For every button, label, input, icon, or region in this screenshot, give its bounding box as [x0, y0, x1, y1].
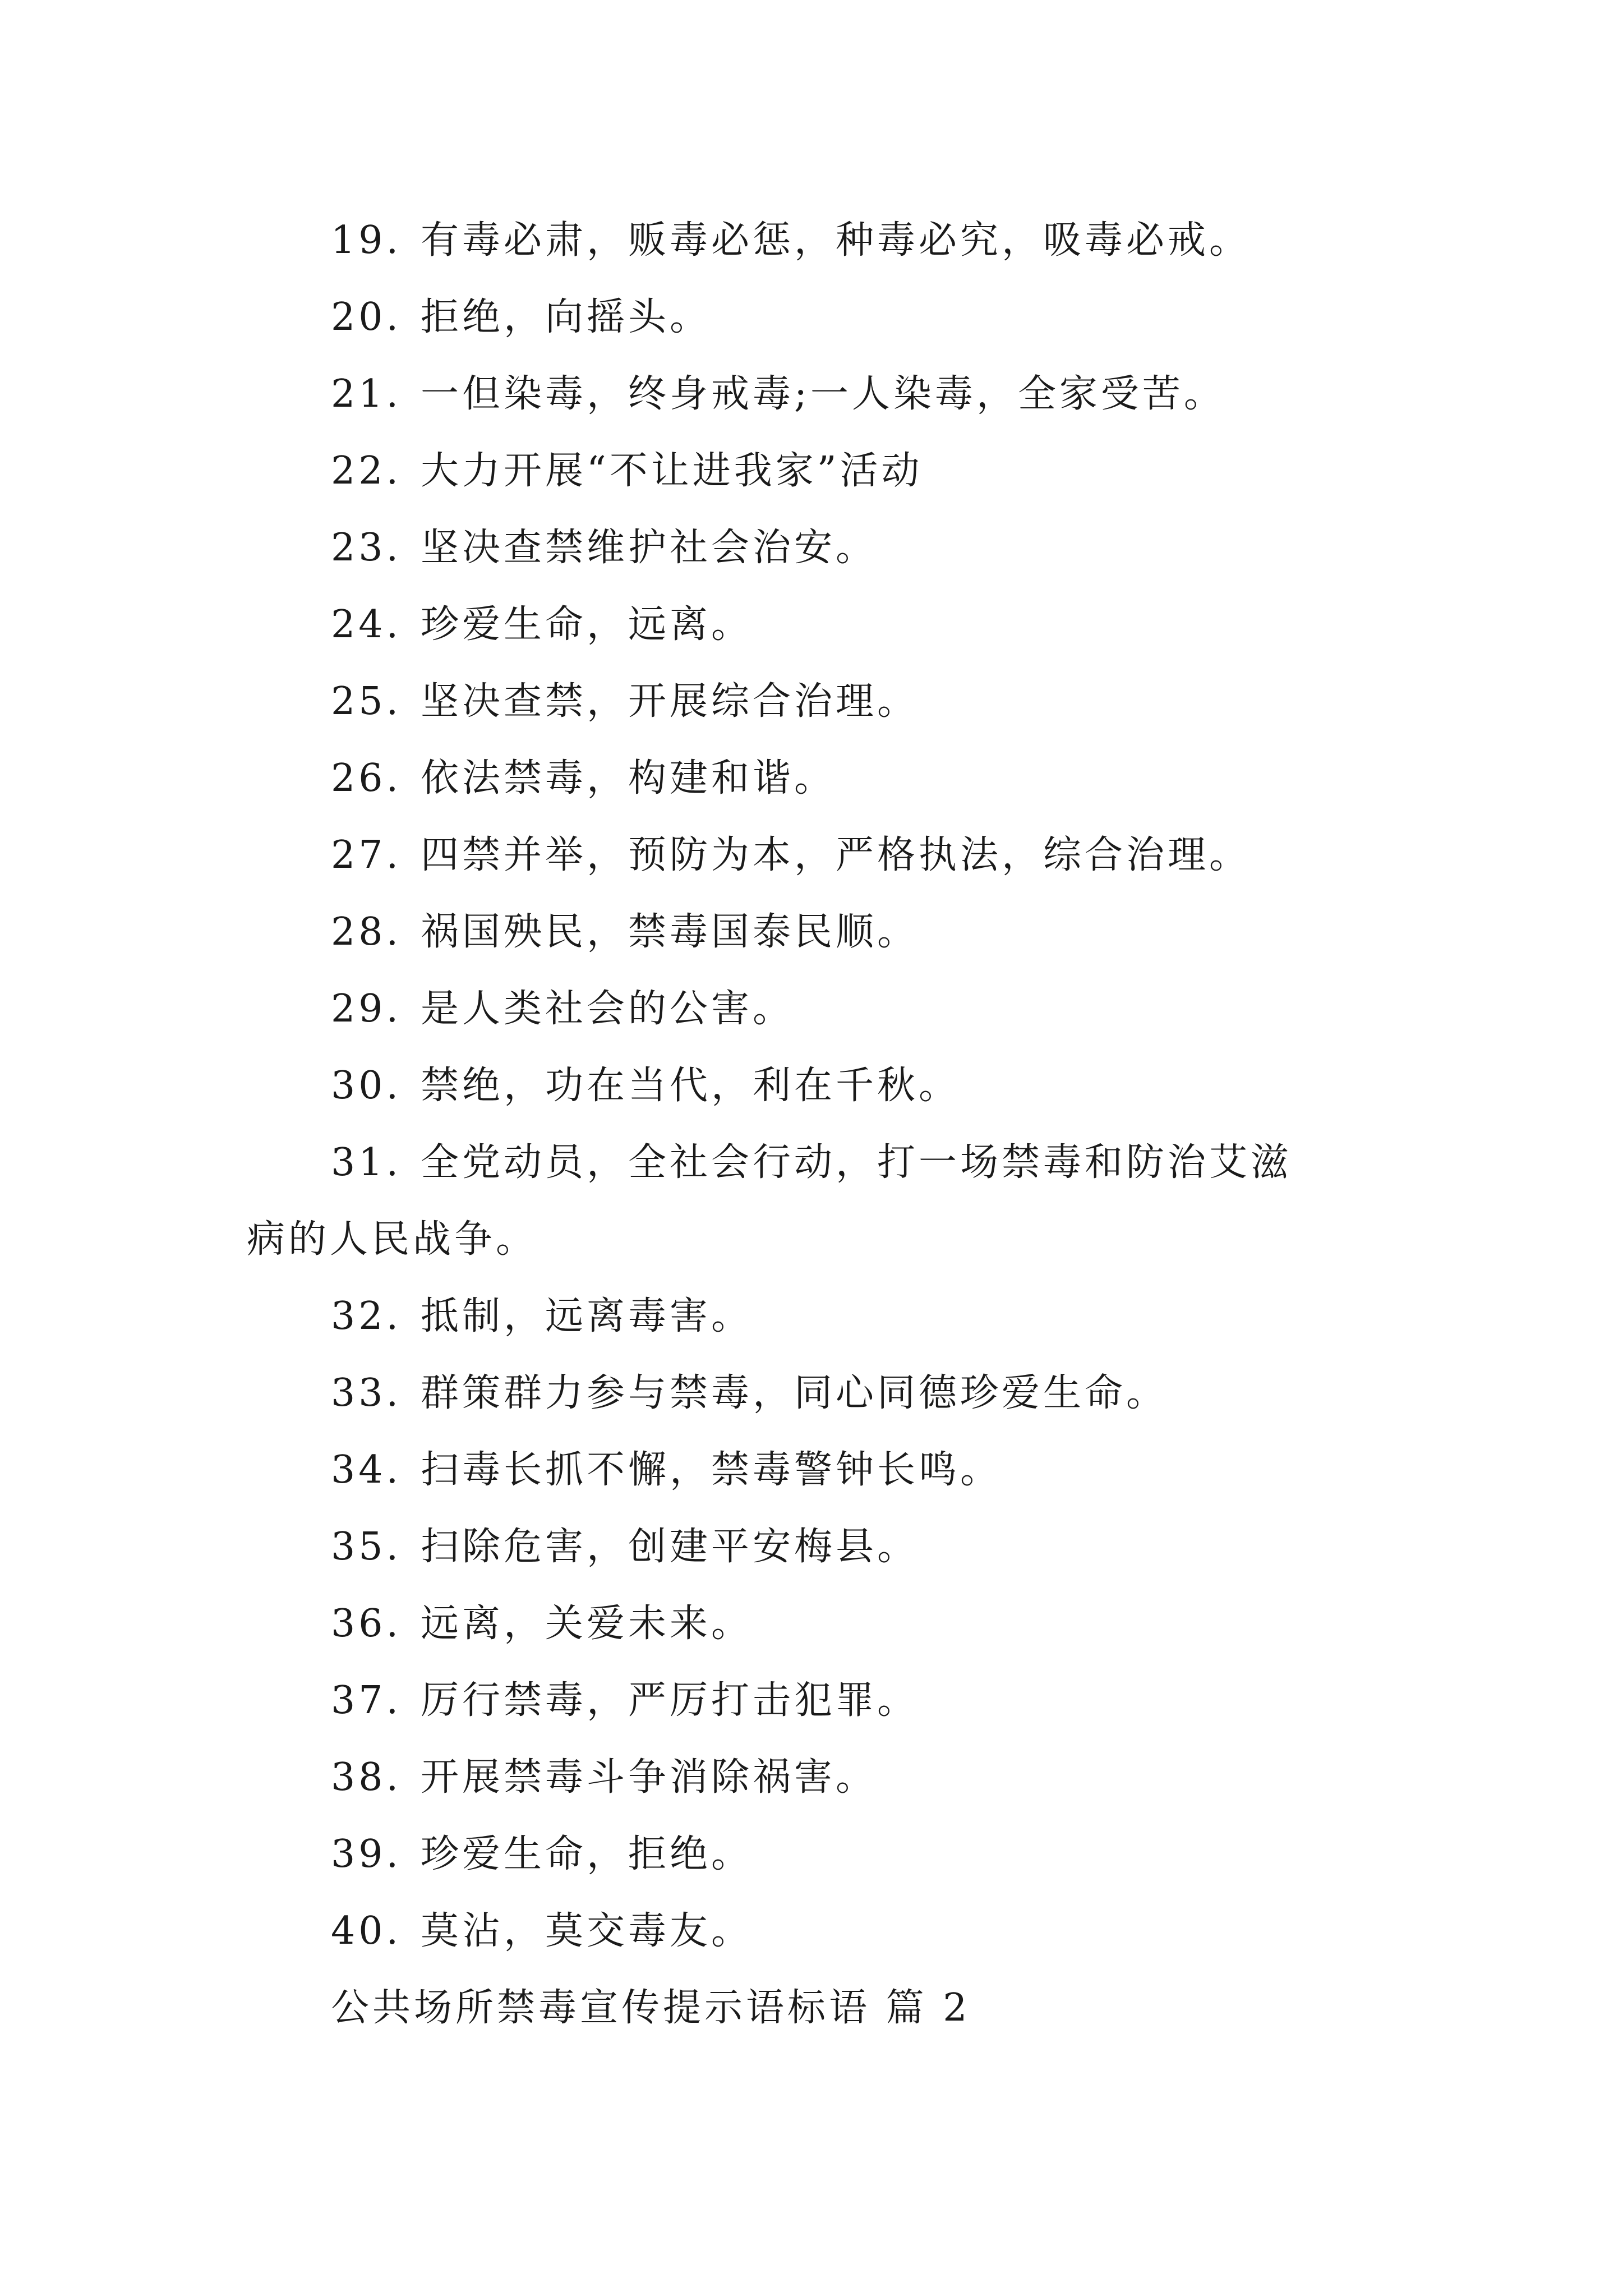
- item-text: 祸国殃民，禁毒国泰民顺。: [421, 910, 919, 954]
- item-number: 29.: [331, 987, 402, 1031]
- item-text: 一但染毒，终身戒毒;一人染毒，全家受苦。: [421, 372, 1225, 416]
- list-item: [247, 1816, 1396, 1893]
- list-item: [247, 1355, 1396, 1432]
- item-number: 19.: [331, 218, 402, 263]
- document-body: [247, 202, 1396, 2046]
- item-text: 扫毒长抓不懈，禁毒警钟长鸣。: [421, 1448, 1002, 1492]
- item-text: 大力开展“不让进我家”活动: [421, 449, 923, 493]
- item-number: 30.: [331, 1064, 402, 1108]
- item-text: 禁绝，功在当代，利在千秋。: [421, 1064, 961, 1108]
- list-item: [247, 1893, 1396, 1970]
- list-item: [247, 740, 1396, 817]
- item-text: 依法禁毒，构建和谐。: [421, 756, 836, 800]
- list-item-wrapped: [247, 1124, 1324, 1278]
- item-number: 31.: [331, 1140, 402, 1185]
- item-text: 是人类社会的公害。: [421, 987, 795, 1031]
- item-number: 37.: [331, 1678, 402, 1723]
- item-text: 有毒必肃，贩毒必惩，种毒必究，吸毒必戒。: [421, 218, 1251, 263]
- item-text: 莫沾，莫交毒友。: [421, 1909, 753, 1953]
- item-text: 珍爱生命，远离。: [421, 602, 753, 647]
- list-item: [247, 1662, 1396, 1739]
- item-number: 20.: [331, 295, 402, 339]
- item-number: 32.: [331, 1294, 402, 1338]
- list-item: [247, 202, 1396, 279]
- list-item: [247, 1739, 1396, 1816]
- item-text: 坚决查禁维护社会治安。: [421, 526, 878, 570]
- item-text: 开展禁毒斗争消除祸害。: [421, 1755, 878, 1800]
- list-item: [247, 1585, 1396, 1662]
- item-number: 27.: [331, 833, 402, 877]
- item-number: 36.: [331, 1602, 402, 1646]
- item-number: 23.: [331, 526, 402, 570]
- list-item: [247, 432, 1396, 509]
- list-item: [247, 1508, 1396, 1585]
- item-number: 21.: [331, 372, 402, 416]
- item-text: 远离，关爱未来。: [421, 1602, 753, 1646]
- item-text: 扫除危害，创建平安梅县。: [421, 1525, 919, 1569]
- item-number: 35.: [331, 1525, 402, 1569]
- list-item: [247, 1047, 1396, 1124]
- list-item: [247, 509, 1396, 586]
- item-text: 珍爱生命，拒绝。: [421, 1832, 753, 1876]
- item-text: 全党动员，全社会行动，打一场禁毒和防治艾滋病的人民战争。: [247, 1140, 1293, 1262]
- item-number: 38.: [331, 1755, 402, 1800]
- item-number: 28.: [331, 910, 402, 954]
- list-item: [247, 1278, 1396, 1355]
- item-text: 抵制，远离毒害。: [421, 1294, 753, 1338]
- list-item: [247, 970, 1396, 1047]
- list-item: [247, 1432, 1396, 1508]
- item-number: 34.: [331, 1448, 402, 1492]
- item-number: 22.: [331, 449, 402, 493]
- item-number: 33.: [331, 1371, 402, 1415]
- item-text: 拒绝，向摇头。: [421, 295, 712, 339]
- list-item: [247, 586, 1396, 663]
- list-item: [247, 356, 1396, 432]
- item-number: 25.: [331, 679, 402, 724]
- item-text: 群策群力参与禁毒，同心同德珍爱生命。: [421, 1371, 1168, 1415]
- list-item: [247, 894, 1396, 970]
- item-text: 四禁并举，预防为本，严格执法，综合治理。: [421, 833, 1251, 877]
- item-number: 26.: [331, 756, 402, 800]
- list-item: [247, 279, 1396, 356]
- item-text: 厉行禁毒，严厉打击犯罪。: [421, 1678, 919, 1723]
- item-text: 坚决查禁，开展综合治理。: [421, 679, 919, 724]
- item-number: 39.: [331, 1832, 402, 1876]
- item-number: 24.: [331, 602, 402, 647]
- item-number: 40.: [331, 1909, 402, 1953]
- section-heading: 公共场所禁毒宣传提示语标语 篇 2: [331, 1986, 971, 2030]
- list-item: [247, 663, 1396, 740]
- list-item: [247, 817, 1396, 894]
